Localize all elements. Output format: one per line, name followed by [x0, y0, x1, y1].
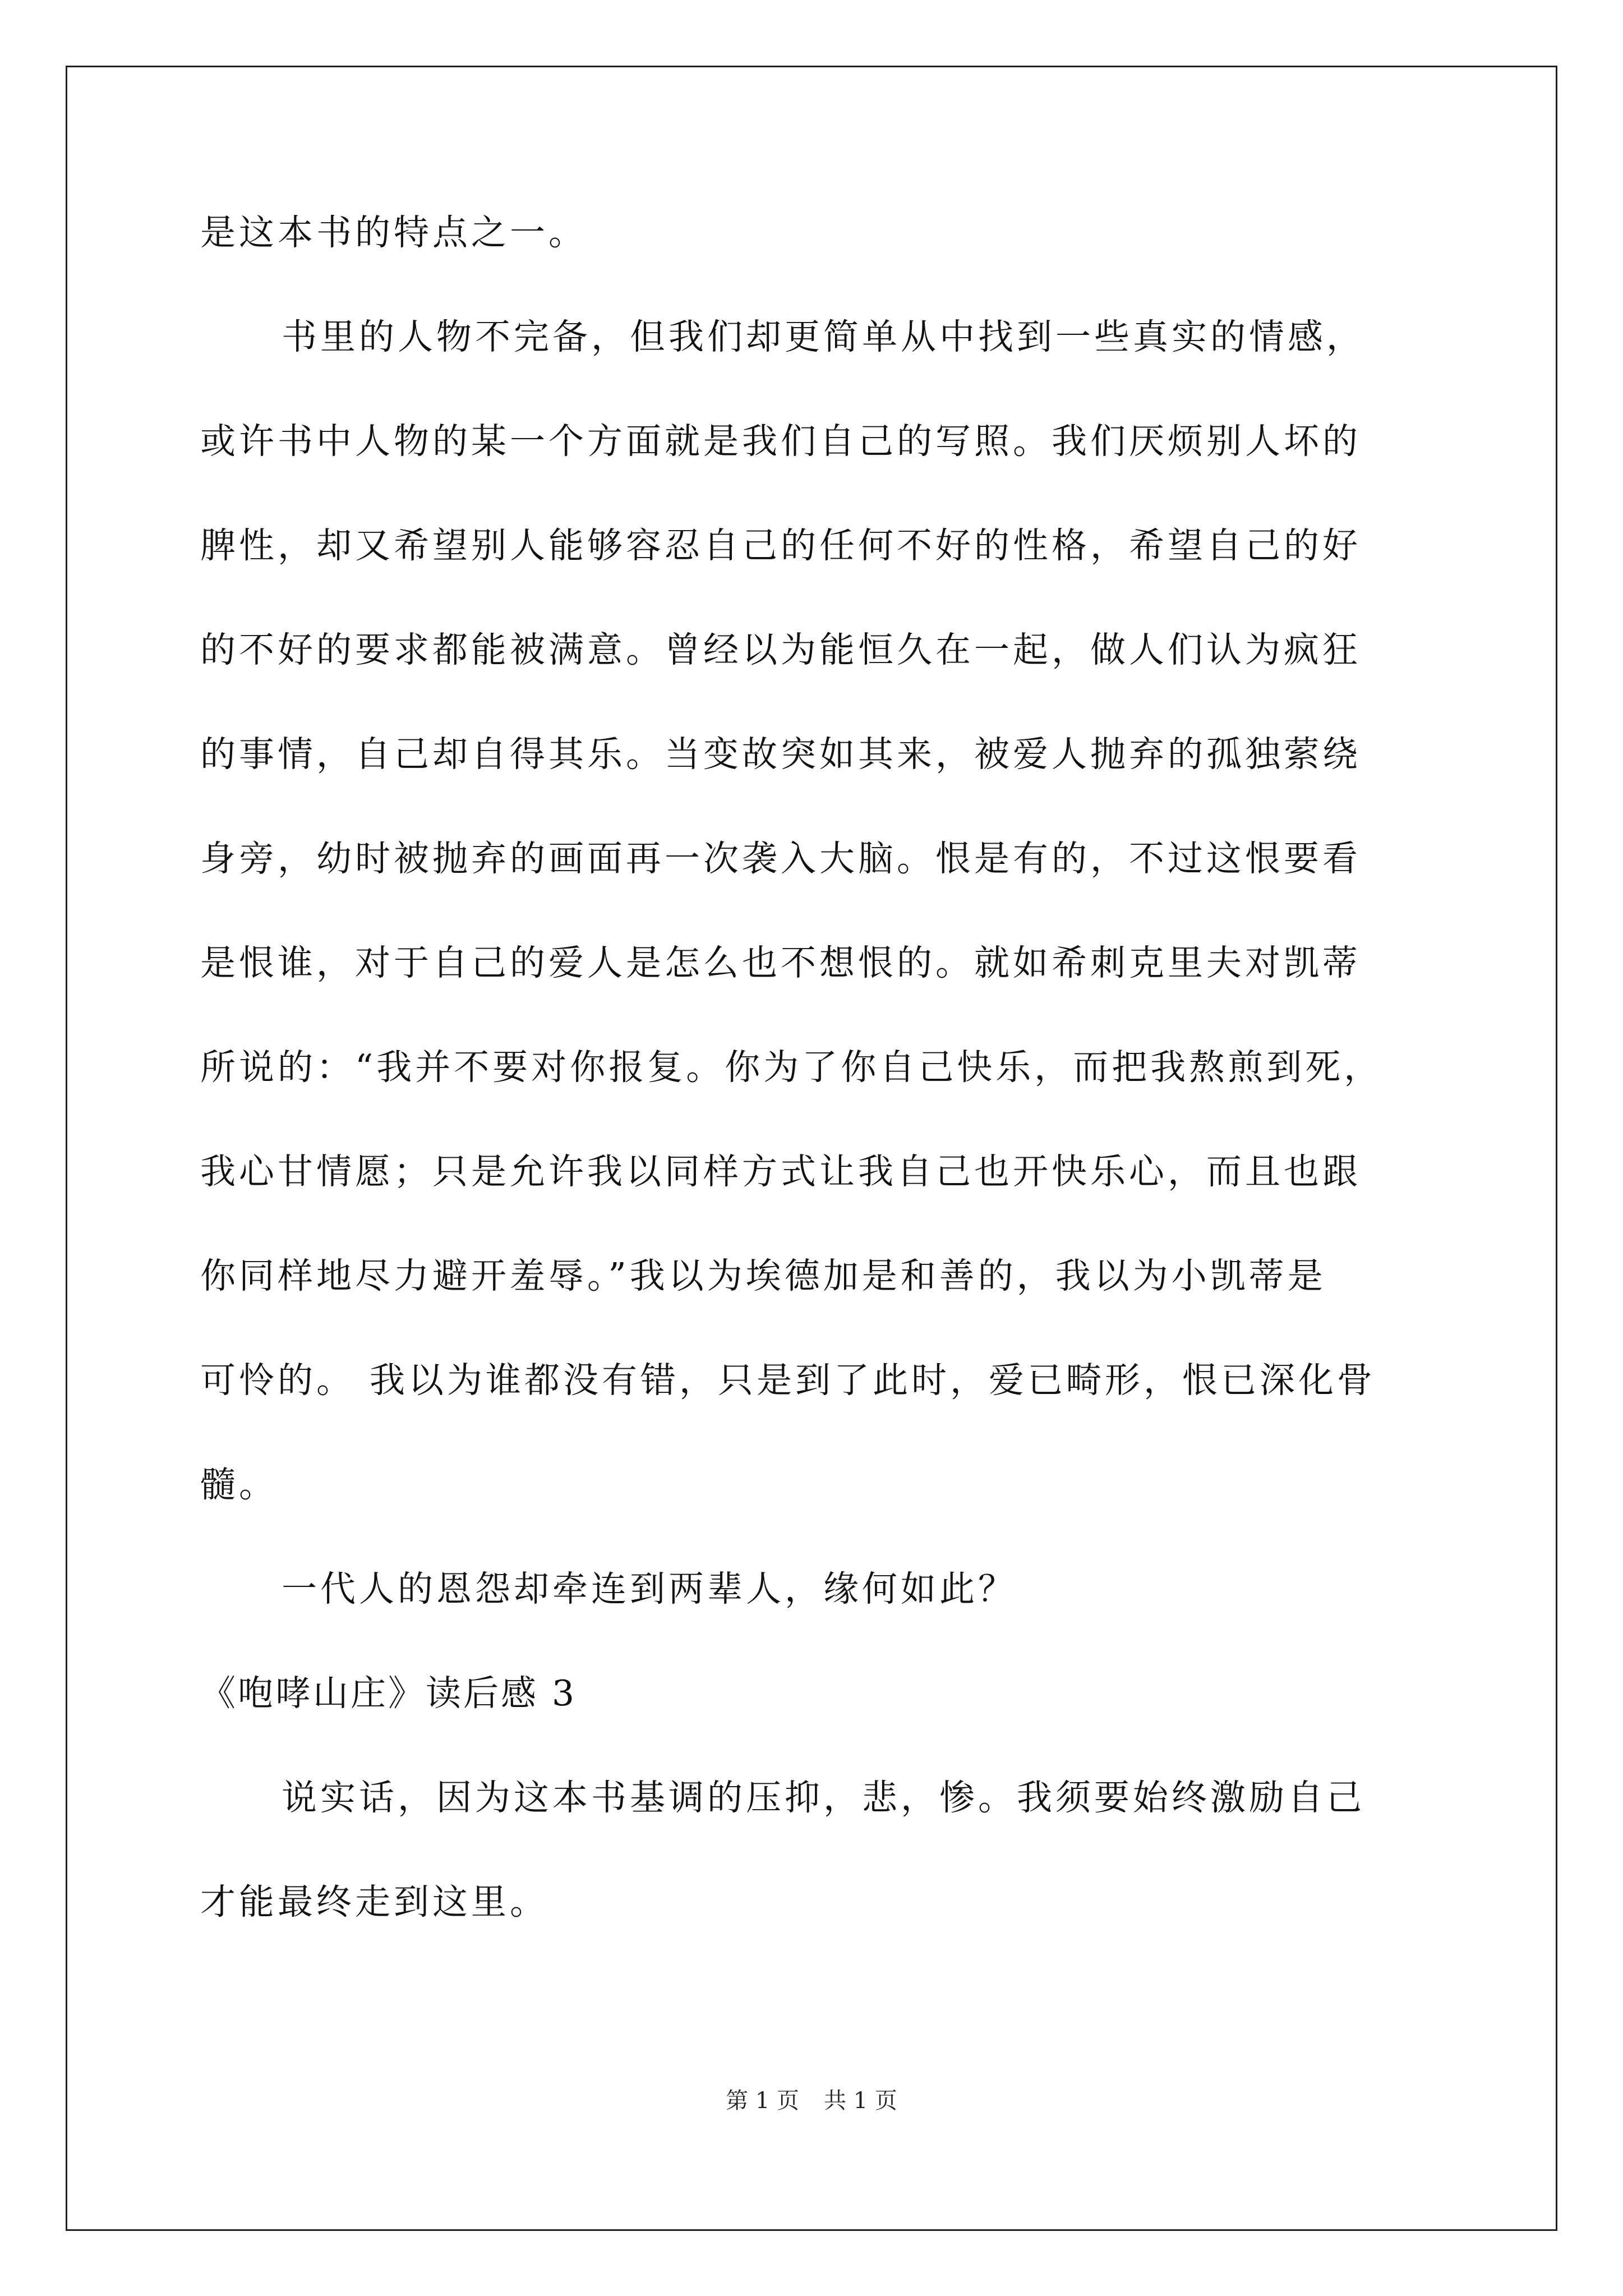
page-number: 第 1 页: [726, 2088, 799, 2114]
paragraph-line: 你同样地尽力避开羞辱。”我以为埃德加是和善的，我以为小凯蒂是: [200, 1255, 1326, 1296]
paragraph-line: 所说的：“我并不要对你报复。你为了你自己快乐，而把我熬煎到死，: [200, 1047, 1383, 1088]
paragraph-line: 我心甘情愿；只是允许我以同样方式让我自己也开快乐心，而且也跟: [200, 1151, 1361, 1192]
paragraph-line: 或许书中人物的某一个方面就是我们自己的写照。我们厌烦别人坏的: [200, 421, 1361, 462]
page-footer: [0, 2087, 1623, 2115]
page-total: 共 1 页: [824, 2088, 897, 2114]
paragraph-line: 一代人的恩怨却牵连到两辈人，缘何如此？: [282, 1568, 1017, 1609]
paragraph-line: 说实话，因为这本书基调的压抑，悲，惨。我须要始终激励自己: [282, 1777, 1365, 1818]
paragraph-line: 才能最终走到这里。: [200, 1881, 548, 1922]
paragraph-line: 的不好的要求都能被满意。曾经以为能恒久在一起，做人们认为疯狂: [200, 629, 1361, 670]
paragraph-line: 髓。: [200, 1464, 278, 1505]
paragraph-line: 是这本书的特点之一。: [200, 212, 587, 253]
section-heading: 《咆哮山庄》读后感 3: [200, 1673, 577, 1714]
paragraph-line: 身旁，幼时被抛弃的画面再一次袭入大脑。恨是有的，不过这恨要看: [200, 838, 1361, 879]
paragraph-line: 是恨谁，对于自己的爱人是怎么也不想恨的。就如希刺克里夫对凯蒂: [200, 942, 1361, 983]
paragraph-line: 书里的人物不完备，但我们却更简单从中找到一些真实的情感，: [282, 316, 1365, 357]
paragraph-line: 的事情，自己却自得其乐。当变故突如其来，被爱人抛弃的孤独萦绕: [200, 734, 1361, 775]
paragraph-line: 可怜的。 我以为谁都没有错，只是到了此时，爱已畸形，恨已深化骨: [200, 1360, 1376, 1401]
paragraph-line: 脾性，却又希望别人能够容忍自己的任何不好的性格，希望自己的好: [200, 525, 1361, 566]
